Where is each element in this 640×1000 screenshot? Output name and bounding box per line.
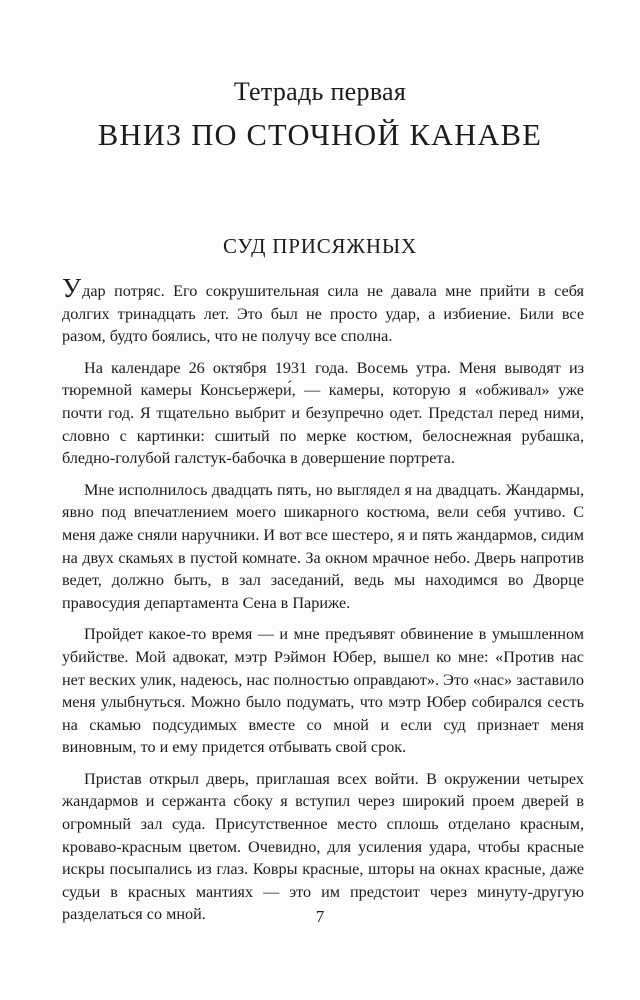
paragraph-5: Пристав открыл дверь, приглашая всех войти. В окружении четырех жандармов и сержанта сбоку я вступил через широкий проем дверей в огромный зал суда. Присутственное место сплошь отделано красным, кроваво-красным цветом. Очевидно, для усиления удара, чтобы красные искры посыпались из глаз. Ковры красные, шторы на окнах красные, даже судьи в красных мантиях — это им предстоит через минуту-другую разделаться со мной. (62, 769, 584, 924)
paragraph-1 (62, 273, 584, 348)
paragraph-3: Мне исполнилось двадцать пять, но выглядел я на двадцать. Жандармы, явно под впечатлением моего шикарного костюма, вели себя учтиво. С меня даже сняли наручники. И вот все шестеро, я и пять жандармов, сидим на двух скамьях в пустой комнате. За окном мрачное небо. Дверь напротив ведет, должно быть, в зал заседаний, ведь мы находимся во Дворце правосудия департамента Сена в Париже. (62, 480, 584, 612)
paragraph-4: Пройдет какое-то время — и мне предъявят обвинение в умышленном убийстве. Мой адвокат, мэтр Рэймон Юбер, вышел ко мне: «Против нас нет веских улик, надеюсь, нас полностью оправдают». Это «нас» заставило меня улыбнуться. Можно было подумать, что мэтр Юбер собирался сесть на скамью подсудимых вместе со мной и если суд признает меня виновным, то и ему придется отбывать свой срок. (62, 625, 584, 757)
body-text (62, 273, 584, 935)
page-number: 7 (315, 907, 325, 926)
chapter-title: СУД ПРИСЯЖНЫХ (223, 234, 417, 258)
paragraph-1-text: дар потряс. Его сокрушительная сила не давала мне прийти в себя долгих тринадцать лет. Это был не просто удар, а избиение. Били все разом, будто боялись, что не получу все сполна. (62, 282, 584, 346)
part-title: Тетрадь первая (233, 77, 407, 106)
paragraph-2: На календаре 26 октября 1931 года. Восемь утра. Меня выводят из тюремной камеры Консьержери́, — камеры, которую я «обживал» уже почти год. Я тщательно выбрит и безупречно одет. Предстал перед ними, словно с картинки: сшитый по мерке костюм, белоснежная рубашка, бледно-голубой галстук-бабочка в довершение портрета. (62, 358, 584, 468)
drop-cap: У (62, 273, 82, 303)
book-title: ВНИЗ ПО СТОЧНОЙ КАНАВЕ (97, 118, 543, 152)
